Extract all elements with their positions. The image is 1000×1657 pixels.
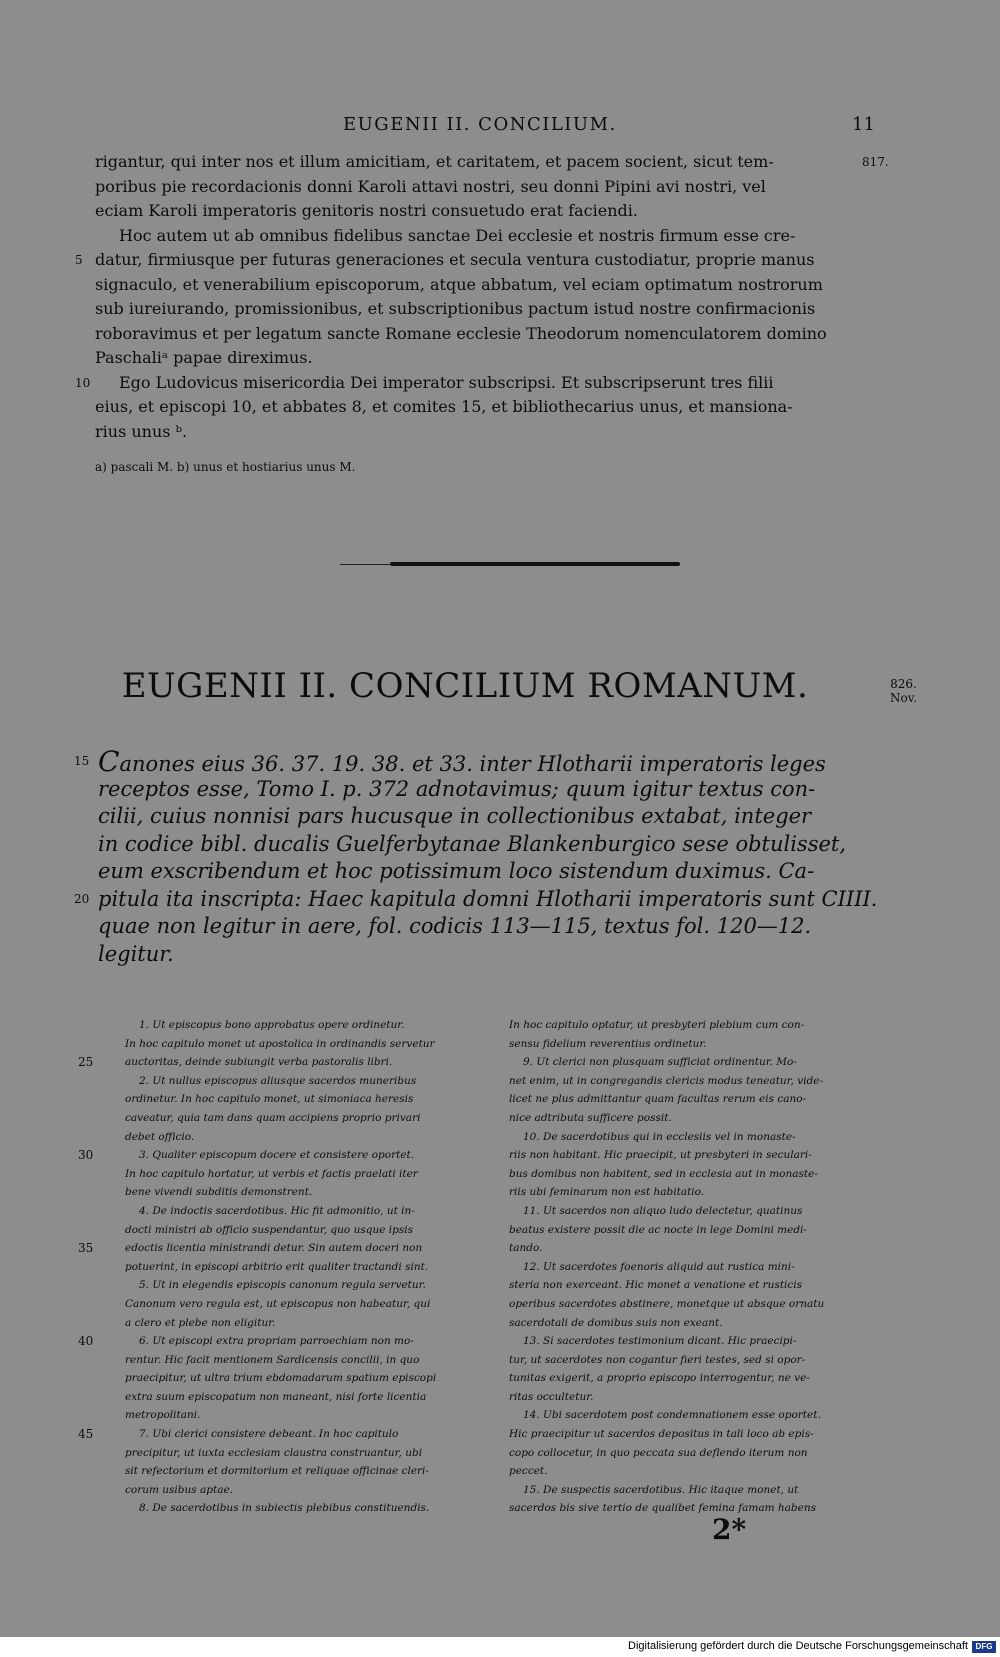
column-line-text: 8. De sacerdotibus in subiectis plebibus constituendis. [139, 1502, 430, 1515]
column-line [125, 1035, 493, 1054]
column-line-text: 2. Ut nullus episcopus aliusque sacerdos muneribus [139, 1074, 417, 1087]
column-line-text: edoctis licentia ministrandi detur. Sin autem doceri non [125, 1242, 423, 1255]
footer-bar [0, 1637, 1000, 1657]
section-title: EUGENII II. CONCILIUM ROMANUM. [121, 666, 809, 706]
text-line [95, 199, 885, 224]
column-line [78, 1146, 493, 1165]
column-line-text: docti ministri ab officio suspendantur, quo usque ipsis [125, 1223, 413, 1236]
line-text: poribus pie recordacionis donni Karoli attavi nostri, seu donni Pipini avi nostri, vel [95, 176, 766, 196]
column-line [125, 1369, 493, 1388]
column-line-text: praecipitur, ut ultra trium ebdomadarum spatium episcopi [125, 1372, 437, 1385]
column-line [509, 1351, 877, 1370]
column-line [125, 1221, 493, 1240]
text-line [95, 150, 885, 175]
column-line [125, 1016, 493, 1035]
column-line [509, 1183, 877, 1202]
intro-line [98, 831, 881, 859]
column-line-text: 1. Ut episcopus bono approbatus opere ordinetur. [139, 1019, 405, 1031]
column-line [125, 1165, 493, 1184]
column-line-text: ritas occultetur. [509, 1390, 594, 1403]
line-number: 25 [78, 1055, 94, 1070]
column-line-text: copo collocetur, in quo peccata sua deflendo iterum non [509, 1446, 808, 1459]
column-line-text: 3. Qualiter episcopum docere et consistere oportet. [139, 1149, 415, 1162]
column-line-text: 7. Ubi clerici consistere debeant. In hoc capitulo [139, 1428, 399, 1441]
line-text: signaculo, et venerabilium episcoporum, atque abbatum, vel eciam optimatum nostrorum [95, 274, 823, 294]
column-line [509, 1239, 877, 1258]
column-line [509, 1425, 877, 1444]
column-line-text: sit refectorium et dormitorium et reliquae officinae cleri- [125, 1465, 429, 1478]
column-line-text: a clero et plebe non eligitur. [125, 1316, 276, 1329]
intro-line [74, 745, 881, 778]
intro-line [98, 776, 881, 804]
intro-line-text: legitur. [98, 941, 174, 966]
section-margin-date [890, 677, 917, 705]
column-line [509, 1146, 877, 1165]
column-line [509, 1462, 877, 1481]
column-line-text: sensu fidelium reverentius ordinetur. [509, 1037, 707, 1050]
line-number: 5 [75, 253, 83, 267]
text-line [95, 297, 885, 322]
column-line-text: 14. Ubi sacerdotem post condemnationem esse oportet. [523, 1409, 821, 1422]
column-line [125, 1481, 493, 1500]
column-line-text: 5. Ut in elegendis episcopis canonum regula servetur. [139, 1279, 426, 1292]
column-line-text: potuerint, in episcopi arbitrio erit qualiter tractandi sint. [125, 1260, 429, 1273]
intro-line-text: in codice bibl. ducalis Guelferbytanae Blankenburgico sese obtulisset, [98, 831, 847, 856]
column-line-text: 4. De indoctis sacerdotibus. Hic fit admonitio, ut in- [139, 1204, 415, 1217]
column-line-text: Canonum vero regula est, ut episcopus non habeatur, qui [125, 1297, 431, 1310]
intro-line-text: anones eius 36. 37. 19. 38. et 33. inter Hlotharii imperatoris leges [119, 752, 826, 776]
intro-line [98, 913, 881, 941]
column-line-text: 6. Ut episcopi extra propriam parroechiam non mo- [139, 1335, 414, 1348]
column-line [509, 1016, 877, 1035]
column-line [509, 1128, 877, 1147]
margin-year: 817. [862, 155, 889, 169]
column-line [78, 1053, 493, 1072]
column-line-text: 12. Ut sacerdotes foenoris aliquid aut rustica mini- [523, 1260, 795, 1273]
column-line-text: tando. [509, 1242, 543, 1255]
line-text: Hoc autem ut ab omnibus fidelibus sanctae Dei ecclesie et nostris firmum esse cre- [119, 225, 796, 245]
column-line-text: net enim, ut in congregandis clericis modus teneatur, vide- [509, 1074, 823, 1087]
text-line [95, 273, 885, 298]
line-text: rigantur, qui inter nos et illum amicitiam, et caritatem, et pacem socient, sicut tem- [95, 152, 774, 171]
line-number: 35 [78, 1241, 94, 1256]
column-line [509, 1481, 877, 1500]
column-line [125, 1276, 493, 1295]
line-number: 20 [74, 891, 90, 906]
divider-rule [390, 562, 680, 566]
line-number: 15 [74, 754, 90, 768]
intro-line [98, 941, 881, 969]
column-line [509, 1053, 877, 1072]
column-line [125, 1109, 493, 1128]
column-line [509, 1072, 877, 1091]
line-number: 10 [75, 375, 91, 390]
intro-line [74, 886, 881, 914]
column-line-text: bene vivendi subditis demonstrent. [125, 1186, 313, 1199]
column-line [125, 1388, 493, 1407]
text-line [95, 322, 885, 347]
column-line [125, 1314, 493, 1333]
column-line-text: operibus sacerdotes abstinere, monetque ut absque ornatu [509, 1297, 825, 1310]
column-line [125, 1406, 493, 1425]
column-line-text: precipitur, ut iuxta ecclesiam claustra construantur, ubi [125, 1446, 423, 1459]
text-line [95, 346, 885, 371]
text-line [95, 224, 885, 249]
column-line [509, 1202, 877, 1221]
column-line-text: corum usibus aptae. [125, 1483, 234, 1496]
signature-mark: 2* [712, 1513, 747, 1546]
column-line [509, 1221, 877, 1240]
dfg-logo: DFG [972, 1641, 996, 1653]
column-line [125, 1258, 493, 1277]
column-line [125, 1128, 493, 1147]
column-line [125, 1202, 493, 1221]
column-line-text: In hoc capitulo optatur, ut presbyteri plebium cum con- [509, 1019, 805, 1031]
intro-line-text: eum exscribendum et hoc potissimum loco sistendum duximus. Ca- [98, 859, 815, 883]
intro-line-text: quae non legitur in aere, fol. codicis 113—115, textus fol. 120—12. [98, 914, 812, 938]
intro-line-text: cilii, cuius nonnisi pars hucusque in collectionibus extabat, integer [98, 804, 812, 828]
column-line-text: 9. Ut clerici non plusquam sufficiat ordinentur. Mo- [523, 1056, 797, 1069]
column-line [125, 1090, 493, 1109]
column-line [509, 1314, 877, 1333]
margin-month: Nov. [890, 691, 917, 705]
column-line [509, 1276, 877, 1295]
column-line [125, 1295, 493, 1314]
column-line-text: auctoritas, deinde subiungit verba pastoralis libri. [125, 1056, 393, 1069]
intro-paragraph [74, 745, 881, 968]
column-line-text: nice adtributa sufficere possit. [509, 1111, 672, 1124]
column-line [509, 1258, 877, 1277]
text-line [75, 248, 885, 273]
column-line-text: bus domibus non habitent, sed in ecclesia aut in monaste- [509, 1167, 818, 1180]
page-number: 11 [852, 114, 875, 135]
column-line-text: ordinetur. In hoc capitulo monet, ut simoniaca heresis [125, 1093, 414, 1106]
intro-line-text: pitula ita inscripta: Haec kapitula domni Hlotharii imperatoris sunt CIIII. [98, 886, 878, 911]
column-line [509, 1295, 877, 1314]
line-text: datur, firmiusque per futuras generaciones et secula ventura custodiatur, proprie manus [95, 250, 815, 269]
column-line [125, 1499, 493, 1518]
column-line-text: sacerdos bis sive tertio de qualibet femina famam habens [509, 1502, 817, 1515]
funding-notice: Digitalisierung gefördert durch die Deutsche Forschungsgemeinschaft [628, 1640, 968, 1652]
intro-line [98, 803, 881, 831]
line-text: eciam Karoli imperatoris genitoris nostri consuetudo erat faciendi. [95, 201, 638, 220]
column-line [78, 1332, 493, 1351]
column-line-text: tur, ut sacerdotes non cogantur fieri testes, sed si opor- [509, 1353, 806, 1366]
column-line [509, 1332, 877, 1351]
column-line-text: debet officio. [125, 1130, 195, 1143]
column-line [125, 1462, 493, 1481]
column-line-text: In hoc capitulo monet ut apostolica in ordinandis servetur [125, 1037, 435, 1050]
line-text: sub iureiurando, promissionibus, et subscriptionibus pactum istud nostre confirmacionis [95, 299, 816, 318]
left-column [78, 1016, 493, 1518]
column-line-text: rentur. Hic facit mentionem Sardicensis concilii, in quo [125, 1353, 420, 1366]
column-line-text: metropolitani. [125, 1409, 201, 1422]
column-line [509, 1165, 877, 1184]
right-column [509, 1016, 877, 1518]
column-line [509, 1388, 877, 1407]
column-line-text: riis non habitant. Hic praecipit, ut presbyteri in seculari- [509, 1149, 812, 1162]
column-line-text: sacerdotali de domibus suis non exeant. [509, 1316, 723, 1329]
line-text: rius unus ᵇ. [95, 421, 188, 441]
column-line [509, 1090, 877, 1109]
column-line [509, 1444, 877, 1463]
intro-line [98, 858, 881, 886]
text-line [95, 175, 885, 200]
column-line-text: caveatur, quia tam dans quam accipiens proprio privari [125, 1111, 421, 1124]
text-line [95, 395, 885, 420]
column-line [509, 1499, 877, 1518]
line-text: Paschaliᵃ papae direximus. [95, 348, 313, 367]
column-line [509, 1369, 877, 1388]
column-line [509, 1035, 877, 1054]
running-header [0, 114, 1000, 144]
running-title: EUGENII II. CONCILIUM. [343, 114, 617, 135]
column-line [125, 1183, 493, 1202]
margin-year-826: 826. [890, 677, 917, 691]
column-line [125, 1444, 493, 1463]
column-line-text: peccet. [509, 1465, 548, 1478]
text-line [75, 371, 885, 396]
line-text: Ego Ludovicus misericordia Dei imperator subscripsi. Et subscripserunt tres filii [119, 372, 774, 392]
column-line [78, 1239, 493, 1258]
line-number: 45 [78, 1427, 94, 1442]
line-number: 30 [78, 1148, 94, 1163]
column-line-text: 10. De sacerdotibus qui in ecclesiis vel in monaste- [523, 1130, 796, 1143]
column-line-text: beatus existere possit die ac nocte in lege Domini medi- [509, 1223, 807, 1236]
column-line-text: steria non exerceant. Hic monet a venatione et rusticis [509, 1279, 803, 1292]
line-text: eius, et episcopi 10, et abbates 8, et comites 15, et bibliothecarius unus, et mansiona- [95, 397, 793, 416]
drop-cap: C [98, 745, 120, 778]
intro-line-text: receptos esse, Tomo I. p. 372 adnotavimus; quum igitur textus con- [98, 776, 816, 801]
column-line-text: riis ubi feminarum non est habitatio. [509, 1186, 705, 1199]
column-line [509, 1406, 877, 1425]
column-line [125, 1072, 493, 1091]
column-line-text: extra suum episcopatum non maneant, nisi forte licentia [125, 1390, 427, 1403]
column-line-text: 13. Si sacerdotes testimonium dicant. Hic praecipi- [523, 1335, 797, 1348]
column-line-text: In hoc capitulo hortatur, ut verbis et factis praelati iter [125, 1167, 418, 1180]
column-line-text: licet ne plus admittantur quam facultas rerum eis cano- [509, 1093, 807, 1106]
column-line-text: 11. Ut sacerdos non aliquo ludo delectetur, quatinus [523, 1204, 803, 1217]
column-line [125, 1351, 493, 1370]
column-line-text: 15. De suspectis sacerdotibus. Hic itaque monet, ut [523, 1483, 799, 1496]
column-line [78, 1425, 493, 1444]
column-line-text: Hic praecipitur ut sacerdos depositus in tali loco ab epis- [509, 1428, 814, 1441]
footnotes: a) pascali M. b) unus et hostiarius unus M. [95, 460, 356, 474]
column-line-text: tunitas exigerit, a proprio episcopo interrogentur, ne ve- [509, 1372, 810, 1385]
line-text: roboravimus et per legatum sancte Romane ecclesie Theodorum nomenculatorem domino [95, 323, 827, 343]
top-text-block [75, 150, 885, 444]
text-line [95, 420, 885, 445]
line-number: 40 [78, 1334, 94, 1349]
column-line [509, 1109, 877, 1128]
